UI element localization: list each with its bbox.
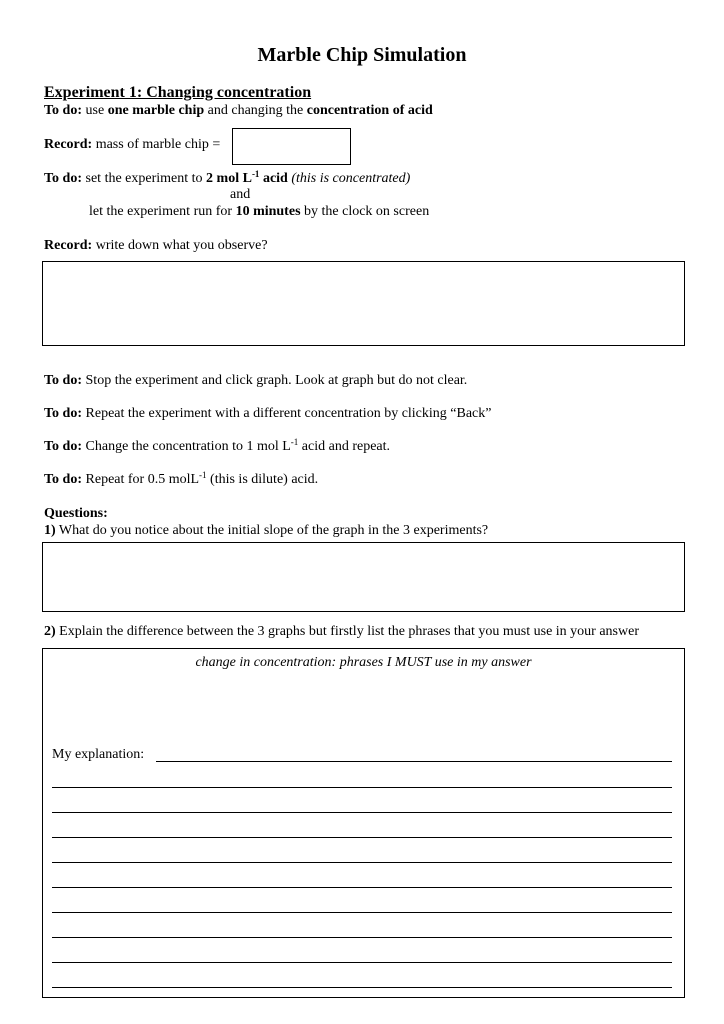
step-bold-text: acid bbox=[259, 171, 288, 186]
step-text: set the experiment to bbox=[82, 171, 207, 186]
answer-line[interactable] bbox=[52, 887, 672, 888]
step-text: (this is dilute) acid. bbox=[206, 472, 319, 487]
question-2-answer-box[interactable] bbox=[42, 648, 685, 998]
todo-label: To do: bbox=[44, 103, 83, 118]
record-text: write down what you observe? bbox=[92, 238, 268, 253]
todo-label: To do: bbox=[44, 472, 83, 487]
record-observation bbox=[44, 238, 268, 254]
answer-line[interactable] bbox=[52, 912, 672, 913]
step-text: Change the concentration to 1 mol L bbox=[82, 439, 291, 454]
step-text: let the experiment run for bbox=[89, 204, 236, 219]
step-text: and changing the bbox=[204, 103, 307, 118]
step-text: acid and repeat. bbox=[298, 439, 391, 454]
step-bold-text: 2 mol L bbox=[206, 171, 252, 186]
step-bold-text: 10 minutes bbox=[235, 204, 301, 219]
answer-line[interactable] bbox=[52, 937, 672, 938]
step-bold-text: one marble chip bbox=[107, 103, 205, 118]
step-change-concentration bbox=[44, 439, 390, 455]
step-text: use bbox=[82, 103, 108, 118]
answer-line[interactable] bbox=[52, 812, 672, 813]
question-text: What do you notice about the initial slope of the graph in the 3 experiments? bbox=[55, 523, 489, 538]
superscript: -1 bbox=[251, 169, 260, 179]
question-text: Explain the difference between the 3 graphs but firstly list the phrases that you must use in your answer bbox=[55, 624, 639, 639]
record-mass bbox=[44, 137, 220, 153]
superscript: -1 bbox=[199, 470, 207, 480]
phrases-heading: change in concentration: phrases I MUST use in my answer bbox=[195, 655, 532, 670]
question-number: 1) bbox=[44, 523, 56, 538]
question-number: 2) bbox=[44, 624, 56, 639]
step-bold-text: concentration of acid bbox=[306, 103, 433, 118]
step-text: Repeat the experiment with a different concentration by clicking “Back” bbox=[82, 406, 492, 421]
question-1 bbox=[44, 523, 488, 539]
explanation-label: My explanation: bbox=[52, 747, 145, 762]
todo-label: To do: bbox=[44, 373, 83, 388]
observation-answer-box[interactable] bbox=[42, 261, 685, 346]
step-text: Stop the experiment and click graph. Look at graph but do not clear. bbox=[82, 373, 468, 388]
answer-line[interactable] bbox=[52, 787, 672, 788]
todo-label: To do: bbox=[44, 406, 83, 421]
step-stop-experiment bbox=[44, 373, 467, 389]
step-repeat-experiment bbox=[44, 406, 491, 422]
page-title: Marble Chip Simulation bbox=[257, 44, 467, 66]
superscript: -1 bbox=[290, 437, 299, 447]
todo-label: To do: bbox=[44, 171, 83, 186]
record-text: mass of marble chip = bbox=[92, 137, 221, 152]
step-text: Repeat for 0.5 molL bbox=[82, 472, 200, 487]
questions-heading: Questions: bbox=[44, 506, 108, 521]
answer-line[interactable] bbox=[52, 862, 672, 863]
record-label: Record: bbox=[44, 137, 93, 152]
question-1-answer-box[interactable] bbox=[42, 542, 685, 612]
step-run-time bbox=[89, 204, 429, 220]
step-italic-text: (this is concentrated) bbox=[287, 171, 411, 186]
mass-answer-box[interactable] bbox=[232, 128, 351, 165]
step-set-concentration bbox=[44, 171, 410, 187]
answer-line[interactable] bbox=[52, 837, 672, 838]
todo-label: To do: bbox=[44, 439, 83, 454]
answer-line[interactable] bbox=[52, 987, 672, 988]
answer-line[interactable] bbox=[156, 761, 672, 762]
step-text: by the clock on screen bbox=[300, 204, 430, 219]
experiment-heading: Experiment 1: Changing concentration bbox=[44, 84, 312, 101]
step-repeat-dilute bbox=[44, 472, 318, 488]
step-use-marble-chip bbox=[44, 103, 433, 119]
record-label: Record: bbox=[44, 238, 93, 253]
and-word: and bbox=[230, 187, 251, 202]
question-2 bbox=[44, 624, 639, 640]
answer-line[interactable] bbox=[52, 962, 672, 963]
